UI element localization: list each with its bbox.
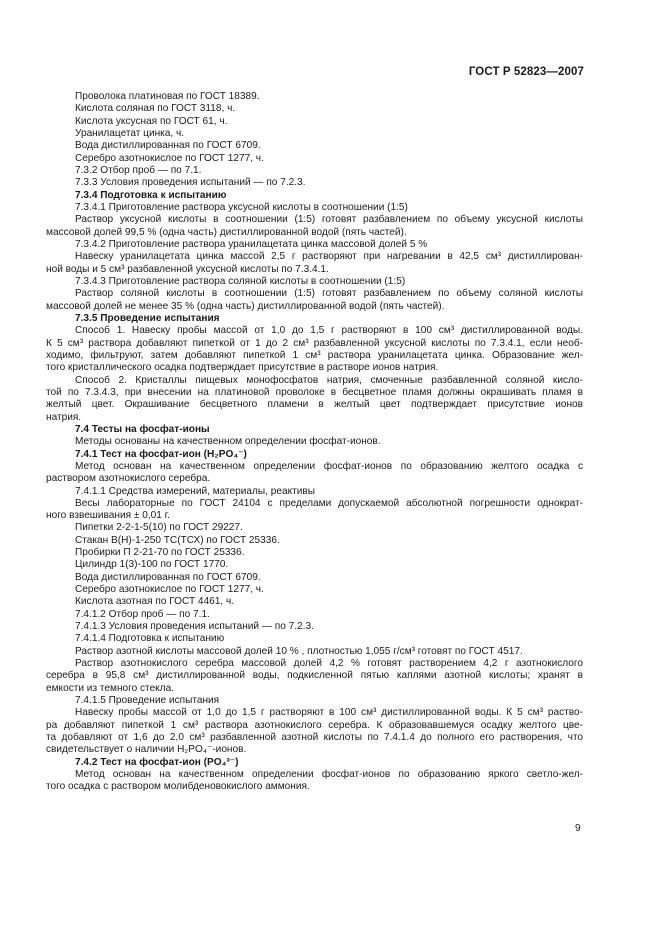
line-text: 7.4.1.3 Условия проведения испытаний — по 7.2.3. [75, 621, 314, 633]
line-text: Навеску уранилацетата цинка массой 2,5 г растворяют при нагревании в 42,5 см³ дистиллирован- [75, 251, 583, 263]
line-text: Раствор азотнокислого серебра массовой долей 4,2 % готовят растворением 4,2 г азотнокислого [75, 658, 583, 670]
line-text: Уранилацетат цинка, ч. [75, 127, 185, 139]
line-text: 7.3.4 Подготовка к испытанию [75, 189, 227, 201]
line-text: 7.3.4.3 Приготовление раствора соляной кислоты в соотношении (1:5) [75, 275, 406, 287]
text-line [0, 498, 661, 510]
text-line [0, 720, 661, 732]
text-line [0, 535, 661, 547]
line-text: Пипетки 2-2-1-5(10) по ГОСТ 29227. [75, 522, 243, 534]
text-line [0, 301, 661, 313]
line-text: 7.3.4.2 Приготовление раствора уранилацетата цинка массовой долей 5 % [75, 238, 428, 250]
text-line [0, 375, 661, 387]
line-text: Весы лабораторные по ГОСТ 24104 с пределами допускаемой абсолютной погрешности однократ- [75, 497, 583, 509]
text-line [0, 325, 661, 337]
section-heading-line [0, 757, 661, 769]
line-text: раствором азотнокислого серебра. [46, 473, 211, 485]
text-line [0, 399, 661, 411]
line-text: Кислота азотная по ГОСТ 4461, ч. [75, 596, 235, 608]
text-line [0, 153, 661, 165]
text-line [0, 251, 661, 263]
text-line [0, 683, 661, 695]
text-line [0, 621, 661, 633]
line-text: та добавляют от 1,6 до 2,0 см³ разбавленной азотной кислоты по 7.4.1.4 до полного его растворения, что [46, 732, 583, 744]
text-line [0, 165, 661, 177]
text-line [0, 584, 661, 596]
line-text: Способ 1. Навеску пробы массой от 1,0 до 1,5 г растворяют в 100 см³ дистиллированной воды. [75, 325, 583, 337]
text-line [0, 781, 661, 793]
text-line [0, 214, 661, 226]
line-text: Раствор соляной кислоты в соотношении (1:5) готовят разбавлением по объему соляной кислоты [75, 288, 583, 300]
line-text: Пробирки П 2-21-70 по ГОСТ 25336. [75, 547, 245, 559]
text-line [0, 609, 661, 621]
line-text: Серебро азотнокислое по ГОСТ 1277, ч. [75, 152, 264, 164]
line-text: 7.4.1.4 Подготовка к испытанию [75, 633, 225, 645]
text-line [0, 486, 661, 498]
line-text: ной воды и 5 см³ разбавленной уксусной кислоты по 7.3.4.1. [46, 263, 329, 275]
text-line [0, 436, 661, 448]
text-line [0, 732, 661, 744]
line-text: 7.4.2 Тест на фосфат-ион (PO₄³⁻) [75, 756, 239, 768]
line-text: Серебро азотнокислое по ГОСТ 1277, ч. [75, 584, 264, 596]
text-line [0, 658, 661, 670]
text-line [0, 128, 661, 140]
section-heading-line [0, 449, 661, 461]
text-line [0, 227, 661, 239]
text-line [0, 461, 661, 473]
line-text: емкости из темного стекла. [46, 682, 175, 694]
line-text: массовой долей не менее 35 % (одна часть) дистиллированной водой (пять частей). [46, 300, 445, 312]
section-heading-line [0, 313, 661, 325]
text-line [0, 646, 661, 658]
text-line [0, 769, 661, 781]
text-line [0, 239, 661, 251]
text-line [0, 103, 661, 115]
text-line [0, 362, 661, 374]
text-line [0, 276, 661, 288]
line-text: ходимо, фильтруют, затем добавляют пипеткой 1 см³ раствора уранилацетата цинка. Образование жел- [46, 349, 583, 361]
line-text: 7.4 Тесты на фосфат-ионы [75, 423, 210, 435]
text-line [0, 670, 661, 682]
line-text: 7.3.2 Отбор проб — по 7.1. [75, 164, 202, 176]
text-line [0, 202, 661, 214]
text-line [0, 707, 661, 719]
line-text: Кислота уксусная по ГОСТ 61, ч. [75, 115, 228, 127]
text-line [0, 387, 661, 399]
text-line [0, 572, 661, 584]
line-text: Способ 2. Кристаллы пищевых монофосфатов натрия, смоченные разбавленной соляной кисло- [75, 374, 583, 386]
line-text: 7.3.3 Условия проведения испытаний — по 7.2.3. [75, 177, 306, 189]
document-body [0, 91, 661, 794]
line-text: серебра в 95,8 см³ дистиллированной воды, подкисленной пятью каплями азотной кислоты; хранят в [46, 670, 583, 682]
text-line [0, 633, 661, 645]
text-line [0, 510, 661, 522]
line-text: того осадка с раствором молибденовокислого аммония. [46, 781, 310, 793]
text-line [0, 547, 661, 559]
line-text: той по 7.3.4.3, при внесении на платиновой проволоке в бесцветное пламя должны окрашивать пламя в [46, 386, 583, 398]
text-line [0, 522, 661, 534]
line-text: того кристаллического осадка подтверждает присутствие в растворе ионов натрия. [46, 362, 439, 374]
line-text: Вода дистиллированная по ГОСТ 6709. [75, 140, 261, 152]
text-line [0, 288, 661, 300]
line-text: Раствор уксусной кислоты в соотношении (1:5) готовят разбавлением по объему уксусной кислоты [75, 214, 583, 226]
text-line [0, 596, 661, 608]
line-text: натрия. [46, 411, 82, 423]
line-text: Кислота соляная по ГОСТ 3118, ч. [75, 103, 236, 115]
text-line [0, 140, 661, 152]
line-text: 7.4.1.5 Проведение испытания [75, 695, 220, 707]
line-text: свидетельствует о наличии H₂PO₄⁻-ионов. [46, 744, 247, 756]
text-line [0, 559, 661, 571]
line-text: ного взвешивания ± 0,01 г. [46, 510, 170, 522]
text-line [0, 338, 661, 350]
line-text: Раствор азотной кислоты массовой долей 10 % , плотностью 1,055 г/см³ готовят по ГОСТ 4517. [75, 645, 523, 657]
line-text: Метод основан на качественном определении фосфат-ионов по образованию желтого осадка с [75, 460, 583, 472]
text-line [0, 264, 661, 276]
text-line [0, 744, 661, 756]
text-line [0, 91, 661, 103]
text-line [0, 177, 661, 189]
line-text: Вода дистиллированная по ГОСТ 6709. [75, 571, 261, 583]
line-text: 7.3.5 Проведение испытания [75, 312, 220, 324]
line-text: желтый цвет. Окрашивание бесцветного пламени в желтый цвет подтверждает присутствие ионов [46, 399, 583, 411]
line-text: Стакан В(Н)-1-250 ТС(ТСХ) по ГОСТ 25336. [75, 534, 280, 546]
line-text: Метод основан на качественном определении фосфат-ионов по образованию яркого светло-жел- [75, 769, 583, 781]
section-heading-line [0, 190, 661, 202]
line-text: Цилиндр 1(3)-100 по ГОСТ 1770. [75, 559, 229, 571]
text-line [0, 473, 661, 485]
line-text: 7.4.1.2 Отбор проб — по 7.1. [75, 608, 210, 620]
line-text: Навеску пробы массой от 1,0 до 1,5 г растворяют в 100 см³ дистиллированной воды. К 5 см³ раство- [75, 707, 583, 719]
line-text: Проволока платиновая по ГОСТ 18389. [75, 91, 260, 102]
line-text: 7.3.4.1 Приготовление раствора уксусной кислоты в соотношении (1:5) [75, 201, 408, 213]
line-text: Методы основаны на качественном определении фосфат-ионов. [75, 436, 381, 448]
line-text: К 5 см³ раствора добавляют пипеткой от 1 до 2 см³ разбавленной уксусной кислоты по 7.3.4.1, если необ- [46, 337, 583, 349]
text-line [0, 412, 661, 424]
document-header: ГОСТ Р 52823—2007 [468, 66, 584, 78]
text-line [0, 116, 661, 128]
line-text: 7.4.1 Тест на фосфат-ион (H₂PO₄⁻) [75, 448, 247, 460]
line-text: 7.4.1.1 Средства измерений, материалы, реактивы [75, 485, 316, 497]
line-text: массовой долей 99,5 % (одна часть) дистиллированной водой (пять частей). [46, 226, 407, 238]
text-line [0, 350, 661, 362]
section-heading-line [0, 424, 661, 436]
page-number: 9 [575, 823, 581, 834]
text-line [0, 695, 661, 707]
line-text: ра добавляют пипеткой 1 см³ раствора азотнокислого серебра. К образовавшемуся осадку желтого цве- [46, 719, 583, 731]
